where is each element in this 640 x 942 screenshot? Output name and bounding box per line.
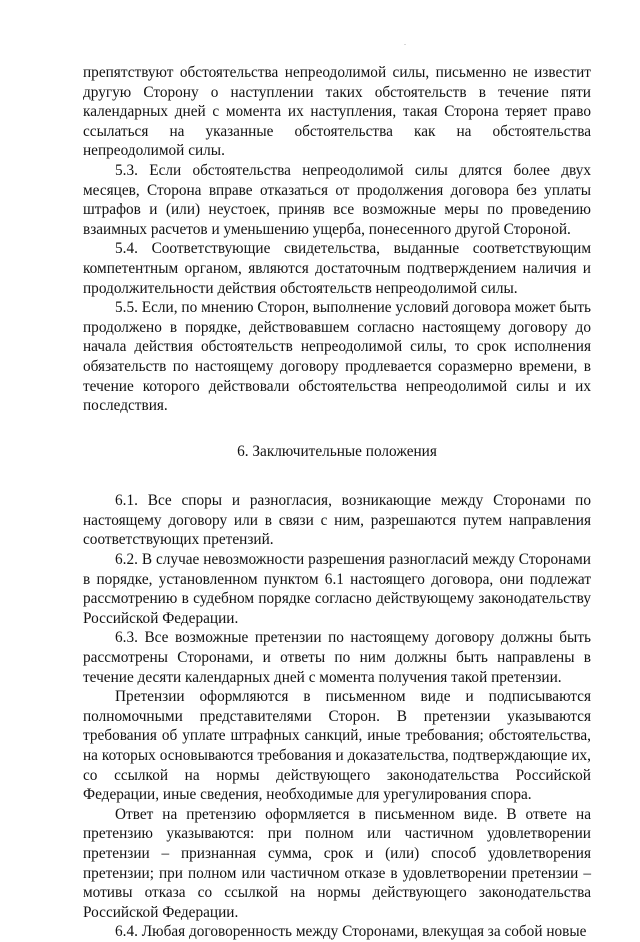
section-heading: 6. Заключительные положения <box>237 442 437 460</box>
paragraph-6-4: 6.4. Любая договоренность между Сторонами, влекущая за собой новые <box>115 923 587 941</box>
paragraph-5-5: 5.5. Если, по мнению Сторон, выполнение условий договора может быть продолжено в порядке, действовавшем согласно настоящему договору до начала действия обстоятельств непреодолимой силы, то срок исполнения обязательств по настоящему договору продлевается соразмерно времени, в течение которого действовали обстоятельства непреодолимой силы и их последствия. <box>83 299 591 415</box>
paragraph-5-4: 5.4. Соответствующие свидетельства, выданные соответствующим компетентным органом, являются достаточным подтверждением наличия и продолжительности действия обстоятельств непреодолимой силы. <box>83 240 591 297</box>
paragraph-6-1: 6.1. Все споры и разногласия, возникающие между Сторонами по настоящему договору или в связи с ним, разрешаются путем направления соответствующих претензий. <box>83 492 591 549</box>
paragraph-claims-form: Претензии оформляются в письменном виде и подписываются полномочными представителями Сторон. В претензии указываются требования об уплате штрафных санкций, иные требования; обстоятельства, на которых основываются требования и доказательства, подтверждающие их, со ссылкой на нормы действующего законодательства Российской Федерации, иные сведения, необходимые для урегулирования спора. <box>83 688 591 804</box>
paragraph-claims-answer: Ответ на претензию оформляется в письменном виде. В ответе на претензию указываются: при полном или частичном удовлетворении претензии – признанная сумма, срок и (или) способ удовлетворения претензии; при полном или частичном отказе в удовлетворении претензии – мотивы отказа со ссылкой на нормы действующего законодательства Российской Федерации. <box>83 805 591 921</box>
top-mark: . <box>404 38 406 47</box>
paragraph-6-2: 6.2. В случае невозможности разрешения разногласий между Сторонами в порядке, установленном пунктом 6.1 настоящего договора, они подлежат рассмотрению в судебном порядке согласно действующему законодательству Российской Федерации. <box>83 551 591 627</box>
paragraph-6-3: 6.3. Все возможные претензии по настоящему договору должны быть рассмотрены Сторонами, и ответы по ним должны быть направлены в течение десяти календарных дней с момента получения такой претензии. <box>83 629 591 686</box>
paragraph-continuation: препятствуют обстоятельства непреодолимой силы, письменно не известит другую Сторону о наступлении таких обстоятельств в течение пяти календарных дней с момента их наступления, такая Сторона теряет право ссылаться на указанные обстоятельства как на обстоятельства непреодолимой силы. <box>83 64 591 160</box>
paragraph-5-3: 5.3. Если обстоятельства непреодолимой силы длятся более двух месяцев, Сторона вправе отказаться от продолжения договора без уплаты штрафов и (или) неустоек, приняв все возможные меры по проведению взаимных расчетов и уменьшению ущерба, понесенного другой Стороной. <box>83 161 591 238</box>
document-body <box>83 63 591 942</box>
